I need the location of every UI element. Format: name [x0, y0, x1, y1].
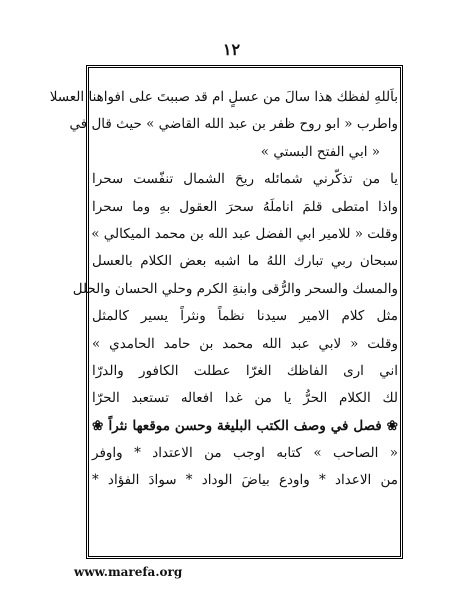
website-url[interactable]: www.marefa.org	[74, 565, 183, 579]
verse-line: لك الكلام الحرُّ يا من غدا افعاله تستعبد الحرّا	[92, 390, 398, 407]
text-line: من الاعداد * واودع بياضَ الوداد * سوادَ الفؤاد *	[92, 472, 398, 489]
verse-line: مثل كلام الامير سيدنا نظماً ونثراً يسير كالمثل	[92, 308, 398, 325]
verse-line: اني ارى الفاظك الغرّا عطلت الكافور والدرّا	[92, 362, 398, 379]
verse-line: والمسك والسحر والرُّقى وابنةِ الكرم وحلي الحسان والحلل	[72, 280, 398, 297]
verse-line: واذا امتطى قلمَ اناملَهُ سحرَ العقول بهِ وما سحرا	[92, 198, 398, 215]
verse-line: يا من تذكّرني شمائله ريحَ الشمال تنفّست سحرا	[92, 171, 398, 188]
text-line: « ابي الفتح البستي »	[260, 143, 380, 160]
text-body	[49, 84, 398, 495]
text-line: « الصاحب » كتابه اوجب من الاعتداد * واوفر	[92, 445, 398, 462]
text-line: واطرب « ابو روح ظفر بن عبد الله القاضي » حيث قال في	[69, 116, 398, 133]
page-number: ١٢	[222, 40, 241, 59]
text-line: وقلت « لابي عبد الله محمد بن حامد الحامدي »	[92, 335, 398, 352]
verse-line: سبحان ربي تبارك اللهُ ما اشبه بعض الكلام بالعسل	[92, 253, 398, 270]
text-line: باَللهِ لفظك هذا سالَ من عسلٍ ام قد صببتَ على افواهنا العسلا	[49, 89, 398, 105]
text-line: وقلت « للامير ابي الفضل عبد الله بن محمد الميكالي »	[91, 225, 398, 242]
section-heading: ❀ فصل في وصف الكتب البليغة وحسن موقعها نثراً ❀	[92, 417, 398, 434]
